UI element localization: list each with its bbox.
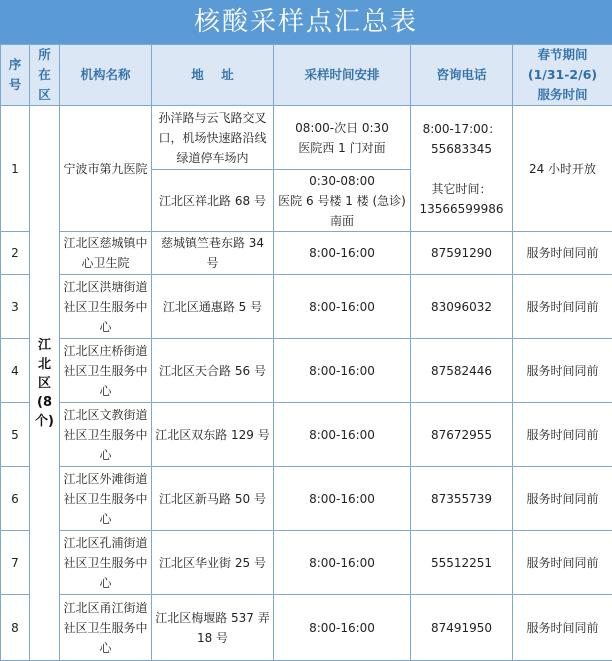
sampling-sites-table	[0, 44, 612, 661]
district-cell	[30, 106, 60, 661]
row-time: 8:00-16:00	[274, 403, 411, 467]
row-time-line2: 医院 6 号楼 1 楼 (急诊) 南面	[278, 193, 406, 228]
header-address: 地 址	[152, 45, 274, 106]
row-address: 慈城镇竺巷东路 34 号	[152, 232, 274, 275]
row-address: 江北区祥北路 68 号	[152, 170, 274, 232]
header-holiday-line3: 服务时间	[537, 87, 588, 102]
row-phone: 87355739	[411, 467, 513, 531]
row-time: 8:00-16:00	[274, 467, 411, 531]
row-time-line1: 0:30-08:00	[309, 173, 375, 188]
row-service: 服务时间同前	[513, 595, 612, 661]
header-phone: 咨询电话	[411, 45, 513, 106]
table-row	[1, 531, 612, 595]
row-time: 8:00-16:00	[274, 232, 411, 275]
header-holiday-line1: 春节期间	[537, 47, 588, 62]
header-row	[1, 45, 612, 106]
row-time-line2: 医院西 1 门对面	[298, 140, 386, 155]
row-org: 江北区慈城镇中心卫生院	[60, 232, 152, 275]
row-phone: 87672955	[411, 403, 513, 467]
row-time-line1: 08:00-次日 0:30	[295, 120, 389, 135]
header-org: 机构名称	[60, 45, 152, 106]
row-time: 8:00-16:00	[274, 275, 411, 339]
table-row	[1, 595, 612, 661]
row-phone: 87582446	[411, 339, 513, 403]
row-service: 服务时间同前	[513, 339, 612, 403]
page-title: 核酸采样点汇总表	[0, 0, 612, 44]
row-phone-line2: 55683345	[430, 141, 493, 156]
row-time: 8:00-16:00	[274, 595, 411, 661]
row-org: 江北区外滩街道社区卫生服务中心	[60, 467, 152, 531]
row-phone	[411, 106, 513, 232]
row-seq: 4	[1, 339, 30, 403]
header-seq: 序号	[1, 45, 30, 106]
row-address: 江北区双东路 129 号	[152, 403, 274, 467]
row-service: 服务时间同前	[513, 467, 612, 531]
row-address: 江北区天合路 56 号	[152, 339, 274, 403]
row-phone-line3: 其它时间：	[431, 181, 492, 196]
row-seq: 1	[1, 106, 30, 232]
row-org: 江北区庄桥街道社区卫生服务中心	[60, 339, 152, 403]
row-org: 江北区甬江街道社区卫生服务中心	[60, 595, 152, 661]
district-label-line5: 个)	[35, 413, 54, 429]
row-org: 江北区文教街道社区卫生服务中心	[60, 403, 152, 467]
row-address: 孙洋路与云飞路交叉口，机场快速路沿线绿道停车场内	[152, 106, 274, 170]
table-row	[1, 467, 612, 531]
row-seq: 6	[1, 467, 30, 531]
row-time	[274, 106, 411, 170]
row-phone: 55512251	[411, 531, 513, 595]
table-row	[1, 403, 612, 467]
row-address: 江北区通惠路 5 号	[152, 275, 274, 339]
district-label-line2: 北	[37, 356, 51, 372]
table-row	[1, 232, 612, 275]
row-org: 宁波市第九医院	[60, 106, 152, 232]
row-address: 江北区新马路 50 号	[152, 467, 274, 531]
row-time	[274, 170, 411, 232]
row-address: 江北区梅堰路 537 弄 18 号	[152, 595, 274, 661]
table-row	[1, 339, 612, 403]
district-label-line4: (8	[37, 394, 52, 410]
district-label-line1: 江	[37, 337, 51, 353]
row-seq: 3	[1, 275, 30, 339]
row-service: 服务时间同前	[513, 232, 612, 275]
row-seq: 7	[1, 531, 30, 595]
header-holiday-service	[513, 45, 612, 106]
header-district: 所在区	[30, 45, 60, 106]
row-phone: 87591290	[411, 232, 513, 275]
table-row	[1, 275, 612, 339]
row-phone-line4: 13566599986	[419, 201, 504, 216]
row-service: 服务时间同前	[513, 403, 612, 467]
row-phone: 83096032	[411, 275, 513, 339]
row-org: 江北区孔浦街道社区卫生服务中心	[60, 531, 152, 595]
row-service: 服务时间同前	[513, 531, 612, 595]
row-seq: 2	[1, 232, 30, 275]
row-service: 服务时间同前	[513, 275, 612, 339]
row-seq: 5	[1, 403, 30, 467]
row-org: 江北区洪塘街道社区卫生服务中心	[60, 275, 152, 339]
district-label-line3: 区	[37, 375, 51, 391]
header-holiday-line2: (1/31-2/6)	[527, 67, 598, 82]
row-time: 8:00-16:00	[274, 531, 411, 595]
row-time: 8:00-16:00	[274, 339, 411, 403]
row-seq: 8	[1, 595, 30, 661]
row-phone-line1: 8:00-17:00：	[422, 121, 501, 136]
row-address: 江北区华业街 25 号	[152, 531, 274, 595]
header-time: 采样时间安排	[274, 45, 411, 106]
row-service: 24 小时开放	[513, 106, 612, 232]
table-row	[1, 106, 612, 170]
row-phone: 87491950	[411, 595, 513, 661]
